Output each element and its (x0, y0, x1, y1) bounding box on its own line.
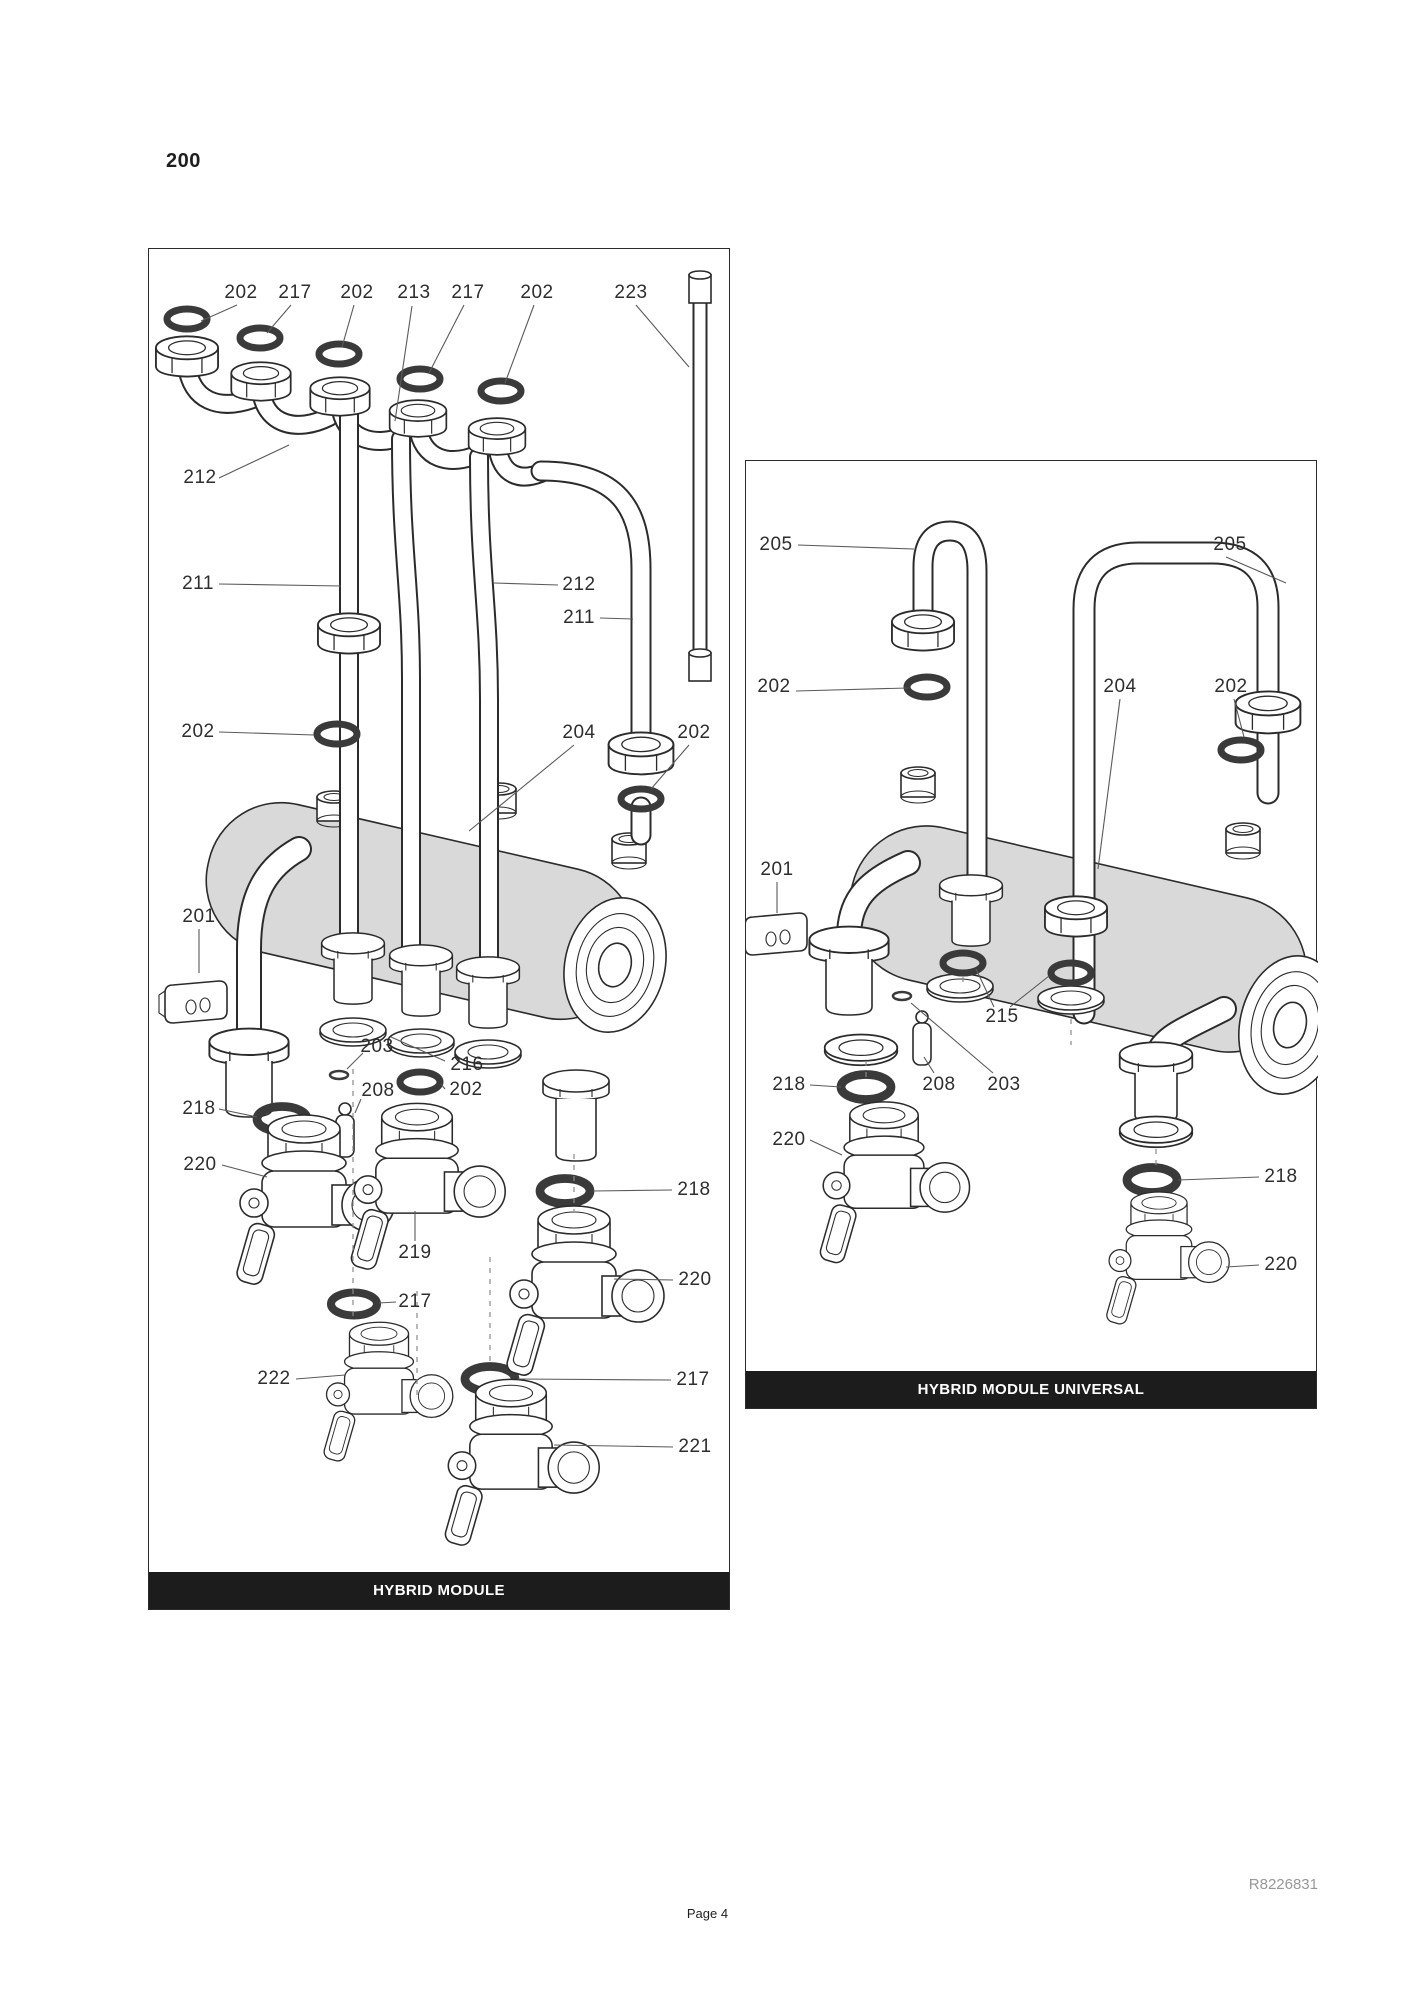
callout-203: 203 (987, 1074, 1021, 1095)
callout-215: 215 (985, 1006, 1019, 1027)
callout-217: 217 (398, 1291, 432, 1312)
callout-212: 212 (183, 467, 217, 488)
callout-218: 218 (182, 1098, 216, 1119)
part-223-pipe (689, 271, 711, 681)
part-201-bracket (159, 981, 227, 1023)
callout-218: 218 (677, 1179, 711, 1200)
callout-205: 205 (759, 534, 793, 555)
callout-219: 219 (398, 1242, 432, 1263)
callout-202: 202 (1214, 676, 1248, 697)
hybrid-module-title: HYBRID MODULE (373, 1582, 505, 1599)
callout-217: 217 (451, 282, 485, 303)
figure-group-number: 200 (166, 150, 201, 172)
callout-220: 220 (678, 1269, 712, 1290)
callout-202: 202 (181, 721, 215, 742)
callout-201: 201 (760, 859, 794, 880)
part-220-valve (1105, 1192, 1229, 1326)
document-reference: R8226831 (1248, 1876, 1318, 1893)
callout-213: 213 (397, 282, 431, 303)
callout-220: 220 (772, 1129, 806, 1150)
part-220-valve (505, 1206, 664, 1377)
part-221-valve (443, 1379, 599, 1547)
page-footer: Page 4 (686, 1906, 729, 1921)
callout-204: 204 (1103, 676, 1137, 697)
hybrid-module-title-bar (149, 1572, 729, 1609)
callout-222: 222 (257, 1368, 291, 1389)
callout-201: 201 (182, 906, 216, 927)
callout-218: 218 (772, 1074, 806, 1095)
callout-221: 221 (678, 1436, 712, 1457)
hybrid-module-universal-drawing (746, 461, 1318, 1373)
callout-223: 223 (614, 282, 648, 303)
hybrid-module-drawing (149, 249, 731, 1574)
callout-204: 204 (562, 722, 596, 743)
hybrid-module-universal-title-bar (746, 1371, 1316, 1408)
callout-218: 218 (1264, 1166, 1298, 1187)
callout-217: 217 (278, 282, 312, 303)
callout-202: 202 (449, 1079, 483, 1100)
hybrid-module-panel (148, 248, 730, 1610)
callout-202: 202 (677, 722, 711, 743)
callout-203: 203 (360, 1036, 394, 1057)
callout-217: 217 (676, 1369, 710, 1390)
callout-211: 211 (182, 573, 214, 594)
part-203-seal (893, 992, 911, 1000)
callout-212: 212 (562, 574, 596, 595)
callout-211: 211 (563, 607, 595, 628)
hybrid-module-universal-title: HYBRID MODULE UNIVERSAL (917, 1381, 1145, 1398)
callout-202: 202 (757, 676, 791, 697)
valves-group (235, 1103, 664, 1547)
callout-208: 208 (361, 1080, 395, 1101)
hybrid-module-universal-panel (745, 460, 1317, 1409)
callout-220: 220 (1264, 1254, 1298, 1275)
callout-202: 202 (340, 282, 374, 303)
part-220-valve (818, 1102, 969, 1265)
part-208-pin (913, 1011, 931, 1065)
callout-202: 202 (520, 282, 554, 303)
part-201-bracket (746, 913, 807, 955)
part-203-seal (330, 1071, 348, 1079)
callout-205: 205 (1213, 534, 1247, 555)
callout-202: 202 (224, 282, 258, 303)
callout-216: 216 (450, 1054, 484, 1075)
callout-220: 220 (183, 1154, 217, 1175)
callout-208: 208 (922, 1074, 956, 1095)
part-222-valve (322, 1322, 452, 1462)
